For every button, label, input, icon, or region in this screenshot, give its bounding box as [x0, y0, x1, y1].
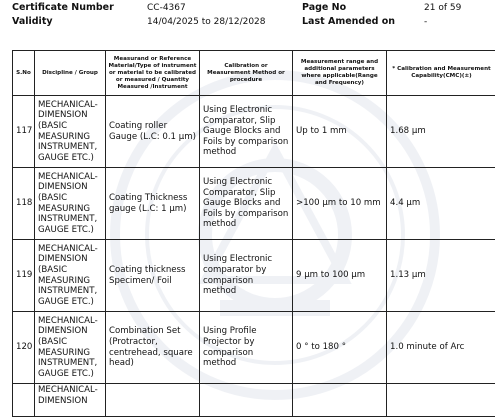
cell-cmc — [387, 384, 495, 417]
cell-measurand: Coating thickness Specimen/ Foil — [106, 240, 200, 312]
cell-measurand: Coating roller Gauge (L.C: 0.1 µm) — [106, 96, 200, 168]
cell-discipline: MECHANICAL- DIMENSION (BASIC MEASURING INSTRUMENT, GAUGE ETC.) — [35, 312, 106, 384]
cell-sno: 119 — [13, 240, 35, 312]
table-row — [13, 96, 495, 168]
certificate-number-value: CC-4367 — [147, 0, 186, 16]
cell-range: Up to 1 mm — [293, 96, 387, 168]
cell-discipline: MECHANICAL- DIMENSION — [35, 384, 106, 417]
table-row — [13, 240, 495, 312]
column-header-range: Measurement range and additional parameters where applicable(Range and Frequency) — [293, 51, 387, 96]
cell-range: 0 ° to 180 ° — [293, 312, 387, 384]
cell-cmc: 4.4 µm — [387, 168, 495, 240]
cell-measurand: Coating Thickness gauge (L.C: 1 µm) — [106, 168, 200, 240]
page-number-label: Page No — [302, 0, 346, 16]
cell-sno — [13, 384, 35, 417]
cell-cmc: 1.13 µm — [387, 240, 495, 312]
cell-range: >100 µm to 10 mm — [293, 168, 387, 240]
last-amended-label: Last Amended on — [302, 14, 395, 30]
table-row — [13, 168, 495, 240]
cell-discipline: MECHANICAL- DIMENSION (BASIC MEASURING INSTRUMENT, GAUGE ETC.) — [35, 96, 106, 168]
certificate-number-label: Certificate Number — [12, 0, 114, 16]
column-header-sno: S.No — [13, 51, 35, 96]
cell-sno: 118 — [13, 168, 35, 240]
page-number-value: 21 of 59 — [424, 0, 461, 16]
cell-discipline: MECHANICAL- DIMENSION (BASIC MEASURING INSTRUMENT, GAUGE ETC.) — [35, 168, 106, 240]
column-header-cmc: * Calibration and Measurement Capability(CMC)(±) — [387, 51, 495, 96]
cell-method: Using Profile Projector by comparison method — [200, 312, 293, 384]
cell-method: Using Electronic Comparator, Slip Gauge Blocks and Foils by comparison method — [200, 168, 293, 240]
cell-measurand — [106, 384, 200, 417]
table-row — [13, 384, 495, 417]
cell-measurand: Combination Set (Protractor, centrehead, square head) — [106, 312, 200, 384]
last-amended-value: - — [424, 14, 427, 30]
cell-method — [200, 384, 293, 417]
validity-label: Validity — [12, 14, 53, 30]
scope-table — [12, 50, 495, 417]
cell-cmc: 1.68 µm — [387, 96, 495, 168]
column-header-measurand: Measurand or Reference Material/Type of instrument or material to be calibrated or measured / Quantity Measured /Instrument — [106, 51, 200, 96]
certificate-header — [0, 0, 495, 32]
column-header-discipline: Discipline / Group — [35, 51, 106, 96]
cell-method: Using Electronic comparator by comparison method — [200, 240, 293, 312]
validity-value: 14/04/2025 to 28/12/2028 — [147, 14, 266, 30]
cell-discipline: MECHANICAL- DIMENSION (BASIC MEASURING INSTRUMENT, GAUGE ETC.) — [35, 240, 106, 312]
cell-sno: 117 — [13, 96, 35, 168]
table-header-row — [13, 51, 495, 96]
cell-sno: 120 — [13, 312, 35, 384]
cell-method: Using Electronic Comparator, Slip Gauge Blocks and Foils by comparison method — [200, 96, 293, 168]
table-row — [13, 312, 495, 384]
cell-range: 9 µm to 100 µm — [293, 240, 387, 312]
header-row-2 — [0, 14, 495, 30]
cell-cmc: 1.0 minute of Arc — [387, 312, 495, 384]
cell-range — [293, 384, 387, 417]
column-header-method: Calibration or Measurement Method or procedure — [200, 51, 293, 96]
